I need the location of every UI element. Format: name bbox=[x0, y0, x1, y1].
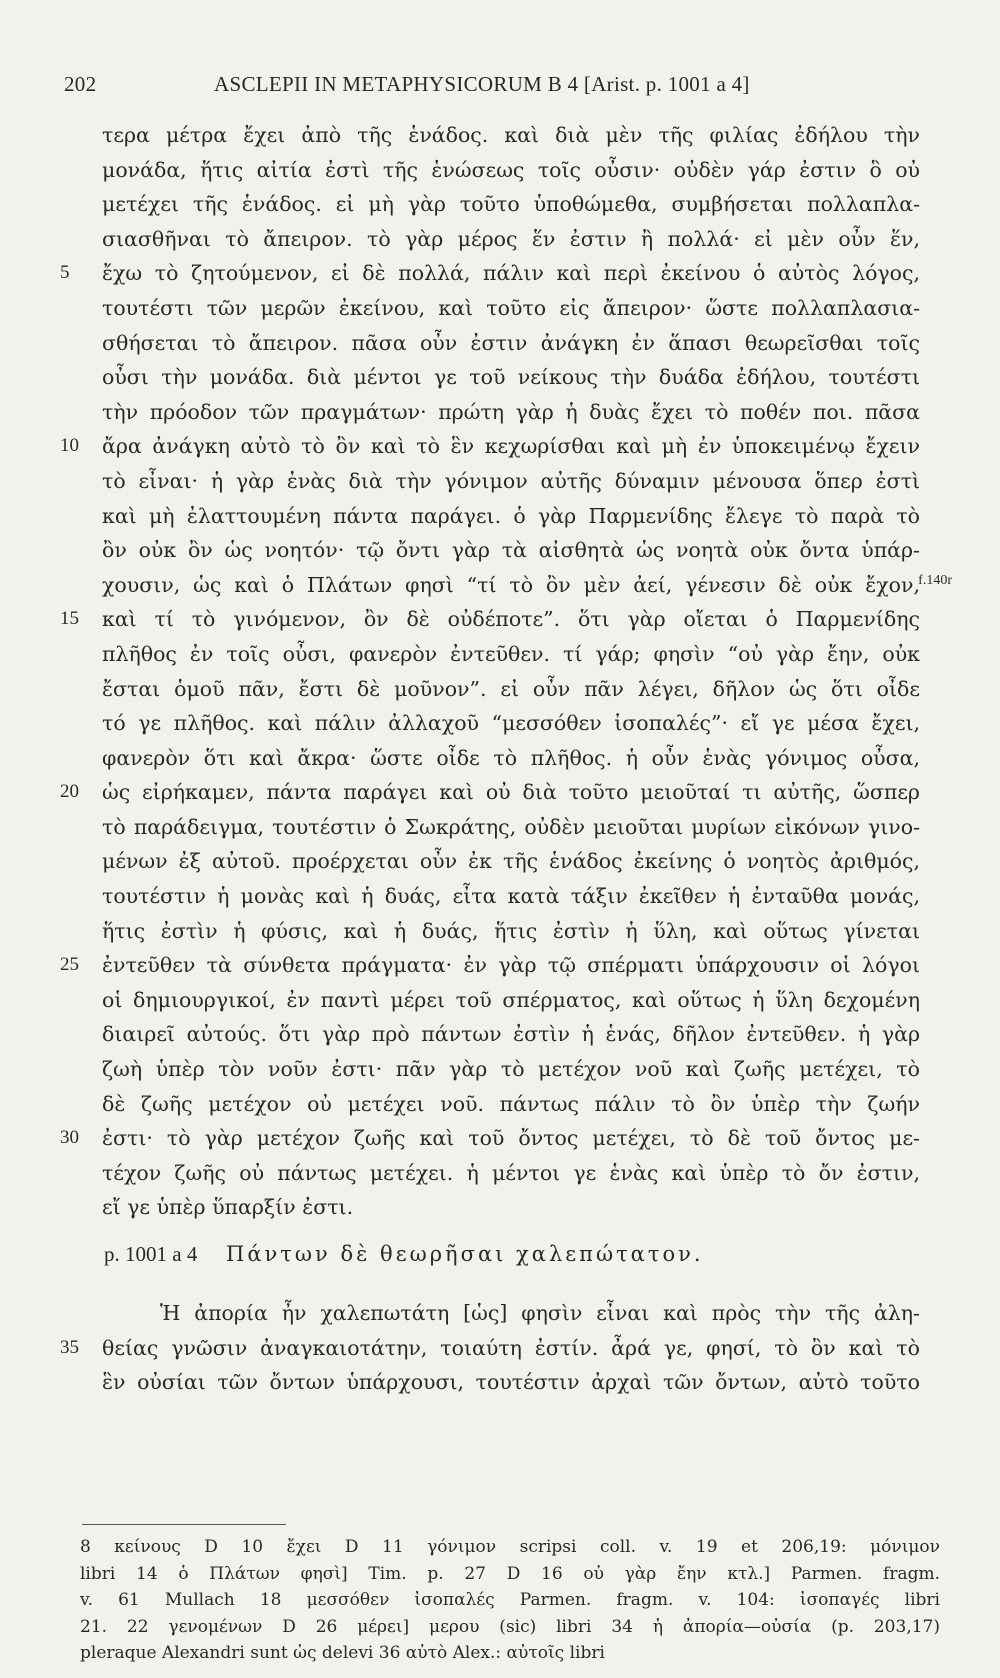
text-line bbox=[60, 395, 920, 430]
text-line bbox=[60, 914, 920, 949]
line-text: τό γε πλῆθος. καὶ πάλιν ἀλλαχοῦ “μεσσόθεν ἰσοπαλές”· εἴ γε μέσα ἔχει, bbox=[102, 711, 920, 736]
line-text: ὂν οὐκ ὂν ὡς νοητόν· τῷ ὄντι γὰρ τὰ αἰσθητὰ ὡς νοητὰ οὐκ ὄντα ὑπάρ- bbox=[102, 538, 920, 563]
text-line bbox=[60, 1296, 920, 1331]
folio-margin-note: f.140r bbox=[918, 572, 952, 588]
commentary-text bbox=[60, 1296, 920, 1400]
text-line bbox=[60, 464, 920, 499]
text-line bbox=[60, 360, 920, 395]
line-number: 30 bbox=[60, 1127, 79, 1149]
line-text: τὸ εἶναι· ἡ γὰρ ἑνὰς διὰ τὴν γόνιμον αὐτῆς δύναμιν μένουσα ὅπερ ἐστὶ bbox=[102, 468, 920, 493]
line-number: 15 bbox=[60, 608, 79, 630]
line-text: μονάδα, ἥτις αἰτία ἐστὶ τῆς ἑνώσεως τοῖς οὖσιν· οὐδὲν γάρ ἐστιν ὃ οὐ bbox=[102, 157, 920, 182]
line-text: καὶ μὴ ἐλαττουμένη πάντα παράγει. ὁ γὰρ Παρμενίδης ἔλεγε τὸ παρὰ τὸ bbox=[102, 503, 920, 528]
text-line bbox=[60, 118, 920, 153]
page-header bbox=[64, 72, 834, 102]
page-number: 202 bbox=[64, 72, 97, 96]
line-text: καὶ τί τὸ γινόμενον, ὂν δὲ οὐδέποτε”. ὅτι γὰρ οἴεται ὁ Παρμενίδης bbox=[102, 607, 920, 632]
text-line bbox=[60, 222, 920, 257]
apparatus-line: 8 κείνους D 10 ἔχει D 11 γόνιμον scripsi coll. v. 19 et 206,19: μόνιμον bbox=[80, 1537, 940, 1557]
line-text: τερα μέτρα ἔχει ἀπὸ τῆς ἑνάδος. καὶ διὰ μὲν τῆς φιλίας ἐδήλου τὴν bbox=[102, 123, 920, 147]
text-line bbox=[60, 1087, 920, 1122]
line-text: χουσιν, ὡς καὶ ὁ Πλάτων φησὶ “τί τὸ ὂν μὲν ἀεί, γένεσιν δὲ οὐκ ἔχον, bbox=[102, 572, 920, 597]
line-text: σθήσεται τὸ ἄπειρον. πᾶσα οὖν ἐστιν ἀνάγκη ἐν ἅπασι θεωρεῖσθαι τοῖς bbox=[102, 330, 920, 355]
line-text: τουτέστιν ἡ μονὰς καὶ ἡ δυάς, εἶτα κατὰ τάξιν ἐκεῖθεν ἡ ἐνταῦθα μονάς, bbox=[102, 884, 920, 909]
footnote-rule bbox=[82, 1524, 286, 1525]
line-text: διαιρεῖ αὐτούς. ὅτι γὰρ πρὸ πάντων ἐστὶν ἡ ἑνάς, δῆλον ἐντεῦθεν. ἡ γὰρ bbox=[102, 1022, 920, 1047]
line-number: 35 bbox=[60, 1336, 79, 1358]
line-text: ἥτις ἐστὶν ἡ φύσις, καὶ ἡ δυάς, ἥτις ἐστὶν ἡ ὕλη, καὶ οὕτως γίνεται bbox=[102, 918, 920, 943]
running-title: ASCLEPII IN METAPHYSICORUM B 4 [Arist. p. 1001 a 4] bbox=[214, 72, 750, 96]
line-text: θείας γνῶσιν ἀναγκαιοτάτην, τοιαύτη ἐστίν. ἆρά γε, φησί, τὸ ὂν καὶ τὸ bbox=[102, 1335, 920, 1360]
text-line bbox=[60, 533, 920, 568]
line-text: δὲ ζωῆς μετέχον οὐ μετέχει νοῦ. πάντως πάλιν τὸ ὂν ὑπὲρ τὴν ζωήν bbox=[102, 1091, 920, 1116]
line-text: Ἡ ἀπορία ἦν χαλεπωτάτη [ὡς] φησὶν εἶναι καὶ πρὸς τὴν τῆς ἀλη- bbox=[160, 1301, 920, 1325]
text-line bbox=[60, 499, 920, 534]
apparatus-line: v. 61 Mullach 18 μεσσόθεν ἰσοπαλές Parmen. fragm. v. 104: ἰσοπαγές libri bbox=[80, 1590, 940, 1610]
line-text: ζωὴ ὑπὲρ τὸν νοῦν ἐστι· πᾶν γὰρ τὸ μετέχον νοῦ καὶ ζωῆς μετέχει, τὸ bbox=[102, 1057, 920, 1082]
text-line bbox=[60, 1190, 920, 1225]
line-text: τουτέστι τῶν μερῶν ἐκείνου, καὶ τοῦτο εἰς ἄπειρον· ὥστε πολλαπλασια- bbox=[102, 295, 920, 320]
lemma-text: Πάντων δὲ θεωρῆσαι χαλεπώτατον. bbox=[226, 1242, 704, 1266]
text-line bbox=[60, 1017, 920, 1052]
line-number: 5 bbox=[60, 262, 70, 284]
text-line bbox=[60, 1052, 920, 1087]
text-line bbox=[60, 326, 920, 361]
line-text: μένων ἐξ αὐτοῦ. προέρχεται οὖν ἐκ τῆς ἑνάδος ἐκείνης ὁ νοητὸς ἀριθμός, bbox=[102, 849, 920, 874]
line-number: 10 bbox=[60, 435, 79, 457]
line-text: τέχον ζωῆς οὐ πάντως μετέχει. ἡ μέντοι γε ἑνὰς καὶ ὑπὲρ τὸ ὄν ἐστιν, bbox=[102, 1160, 920, 1185]
line-text: ἐντεῦθεν τὰ σύνθετα πράγματα· ἐν γὰρ τῷ σπέρματι ὑπάρχουσιν οἱ λόγοι bbox=[102, 953, 920, 978]
text-line bbox=[60, 741, 920, 776]
line-text: ὡς εἰρήκαμεν, πάντα παράγει καὶ οὐ διὰ τοῦτο μειοῦταί τι αὐτῆς, ὥσπερ bbox=[102, 780, 920, 805]
line-text: ἔσται ὁμοῦ πᾶν, ἔστι δὲ μοῦνον”. εἰ οὖν πᾶν λέγει, δῆλον ὡς ὅτι οἶδε bbox=[102, 676, 920, 701]
line-text: οἱ δημιουργικοί, ἐν παντὶ μέρει τοῦ σπέρματος, καὶ οὕτως ἡ ὕλη δεχομένη bbox=[102, 987, 920, 1012]
line-text: πλῆθος ἐν τοῖς οὖσι, φανερὸν ἐντεῦθεν. τί γάρ; φησὶν “οὐ γὰρ ἔην, οὐκ bbox=[102, 641, 920, 666]
text-line bbox=[60, 429, 920, 464]
apparatus-line: libri 14 ὁ Πλάτων φησὶ] Tim. p. 27 D 16 οὐ γὰρ ἔην κτλ.] Parmen. fragm. bbox=[80, 1563, 940, 1584]
text-line bbox=[60, 187, 920, 222]
text-line bbox=[60, 256, 920, 291]
line-text: μετέχει τῆς ἑνάδος. εἰ μὴ γὰρ τοῦτο ὑποθώμεθα, συμβήσεται πολλαπλα- bbox=[102, 192, 920, 217]
main-text bbox=[60, 118, 952, 1225]
text-line bbox=[60, 672, 920, 707]
line-text: τὴν πρόοδον τῶν πραγμάτων· πρώτη γὰρ ἡ δυὰς ἔχει τὸ ποθέν ποι. πᾶσα bbox=[102, 399, 920, 424]
text-line bbox=[60, 291, 920, 326]
line-text: τὸ παράδειγμα, τουτέστιν ὁ Σωκράτης, οὐδὲν μειοῦται μυρίων εἰκόνων γινο- bbox=[102, 814, 920, 839]
text-line bbox=[60, 706, 920, 741]
text-line bbox=[60, 775, 920, 810]
text-line bbox=[60, 637, 920, 672]
text-line bbox=[60, 1156, 920, 1191]
line-text: σιασθῆναι τὸ ἄπειρον. τὸ γὰρ μέρος ἕν ἐστιν ἢ πολλά· εἰ μὲν οὖν ἕν, bbox=[102, 226, 920, 251]
text-line bbox=[60, 844, 920, 879]
text-line bbox=[60, 810, 920, 845]
line-text: ἓν οὐσίαι τῶν ὄντων ὑπάρχουσι, τουτέστιν ἀρχαὶ τῶν ὄντων, αὐτὸ τοῦτο bbox=[102, 1370, 920, 1395]
text-line bbox=[60, 879, 920, 914]
line-number: 20 bbox=[60, 781, 79, 803]
critical-apparatus bbox=[80, 1534, 940, 1667]
line-text: φανερὸν ὅτι καὶ ἄκρα· ὥστε οἶδε τὸ πλῆθος. ἡ οὖν ἑνὰς γόνιμος οὖσα, bbox=[102, 745, 920, 770]
text-line bbox=[60, 1121, 920, 1156]
lemma-reference: p. 1001 a 4 bbox=[104, 1242, 198, 1266]
text-line bbox=[60, 983, 920, 1018]
line-number: 25 bbox=[60, 954, 79, 976]
text-line bbox=[60, 948, 920, 983]
line-text: ἐστι· τὸ γὰρ μετέχον ζωῆς καὶ τοῦ ὄντος μετέχει, τὸ δὲ τοῦ ὄντος με- bbox=[102, 1126, 920, 1151]
text-line bbox=[60, 1331, 920, 1366]
line-text: εἴ γε ὑπὲρ ὕπαρξίν ἐστι. bbox=[102, 1195, 354, 1220]
text-line bbox=[60, 602, 920, 637]
line-text: ἔχω τὸ ζητούμενον, εἰ δὲ πολλά, πάλιν καὶ περὶ ἐκείνου ὁ αὐτὸς λόγος, bbox=[102, 261, 920, 286]
apparatus-line: 21. 22 γενομένων D 26 μέρει] μερου (sic) libri 34 ἡ ἀπορία—οὐσία (p. 203,17) bbox=[80, 1616, 940, 1637]
text-line bbox=[60, 153, 920, 188]
text-line bbox=[60, 1365, 920, 1400]
lemma bbox=[104, 1242, 704, 1267]
apparatus-line: pleraque Alexandri sunt ὡς delevi 36 αὐτὸ Alex.: αὐτοῖς libri bbox=[80, 1643, 605, 1663]
line-text: οὖσι τὴν μονάδα. διὰ μέντοι γε τοῦ νείκους τὴν δυάδα ἐδήλου, τουτέστι bbox=[102, 365, 920, 390]
line-text: ἄρα ἀνάγκη αὐτὸ τὸ ὂν καὶ τὸ ἓν κεχωρίσθαι καὶ μὴ ἐν ὑποκειμένῳ ἔχειν bbox=[102, 434, 920, 459]
text-line bbox=[60, 568, 952, 603]
